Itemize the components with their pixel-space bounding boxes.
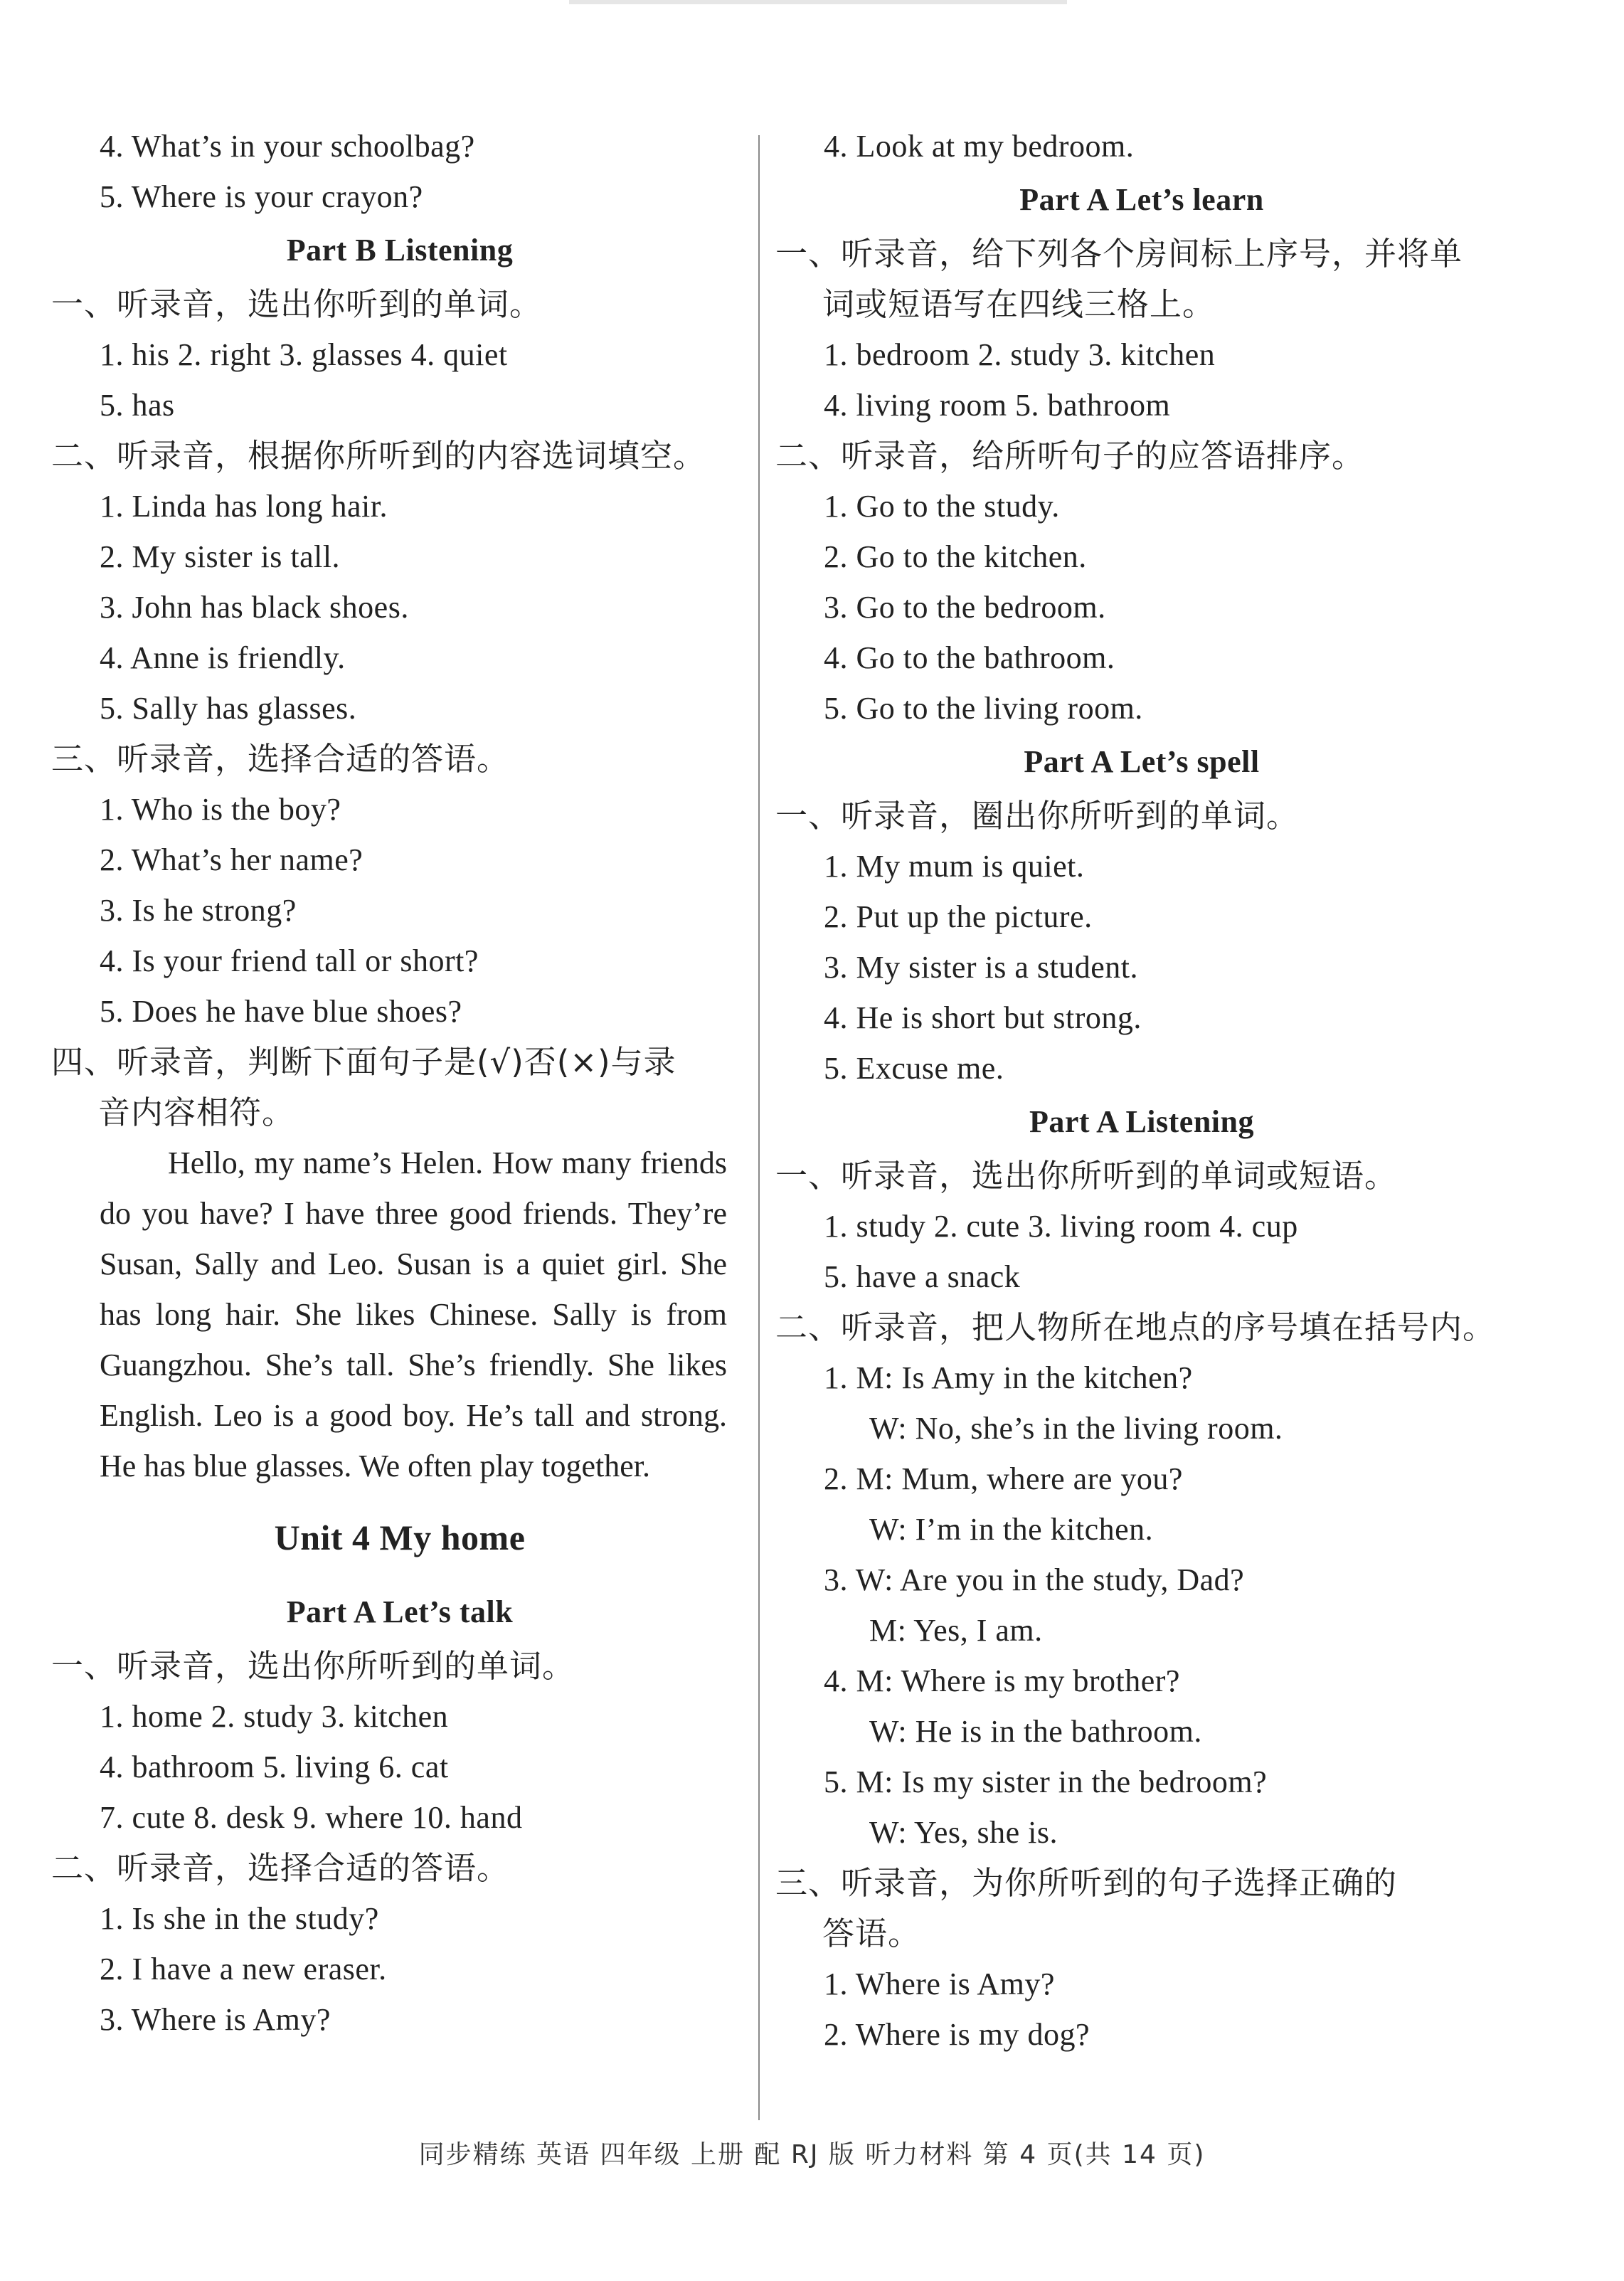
column-divider	[758, 135, 760, 2120]
text-line: 1. My mum is quiet.	[824, 849, 1085, 884]
dialogue-line: W: I’m in the kitchen.	[869, 1512, 1154, 1547]
text-line: 4. Is your friend tall or short?	[100, 943, 479, 978]
exercise-title: 四、听录音，判断下面句子是(√)否(×)与录	[51, 1043, 676, 1081]
text-line: 1. his 2. right 3. glasses 4. quiet	[100, 337, 508, 372]
text-line: 5. Does he have blue shoes?	[100, 994, 462, 1029]
exercise-title: 三、听录音，为你所听到的句子选择正确的	[775, 1864, 1398, 1902]
text-line: 4. Anne is friendly.	[100, 640, 346, 675]
dialogue-line: W: No, she’s in the living room.	[869, 1411, 1283, 1446]
text-line: 1. Linda has long hair.	[100, 489, 388, 524]
text-line: 2. Put up the picture.	[824, 899, 1093, 934]
text-line: 5. Where is your crayon?	[100, 179, 423, 214]
dialogue-line: W: Yes, she is.	[869, 1815, 1058, 1850]
text-line: 5. Excuse me.	[824, 1051, 1004, 1086]
text-line: 3. Go to the bedroom.	[824, 590, 1106, 625]
text-line: 4. living room 5. bathroom	[824, 388, 1171, 423]
page-footer: 同步精练 英语 四年级 上册 配 RJ 版 听力材料 第 4 页(共 14 页)	[418, 2140, 1206, 2169]
text-line: 4. bathroom 5. living 6. cat	[100, 1750, 449, 1784]
left-column	[51, 121, 748, 2045]
text-line: 2. Go to the kitchen.	[824, 539, 1087, 574]
dialogue-line: 2. M: Mum, where are you?	[824, 1461, 1183, 1496]
scan-edge	[569, 0, 1067, 4]
exercise-title-cont: 词或短语写在四线三格上。	[822, 285, 1216, 323]
text-line: 4. He is short but strong.	[824, 1000, 1142, 1035]
exercise-title-cont: 答语。	[822, 1915, 921, 1952]
text-line: 3. John has black shoes.	[100, 590, 409, 625]
exercise-title: 一、听录音，给下列各个房间标上序号，并将单	[775, 235, 1463, 272]
exercise-title: 一、听录音，选出你听到的单词。	[51, 285, 543, 323]
text-line: 5. Go to the living room.	[824, 691, 1143, 726]
text-line: 1. study 2. cute 3. living room 4. cup	[824, 1209, 1298, 1244]
exercise-title: 一、听录音，圈出你所听到的单词。	[775, 797, 1300, 835]
section-heading: Part A Let’s talk	[286, 1594, 514, 1629]
exercise-title: 二、听录音，根据你所听到的内容选词填空。	[51, 437, 706, 475]
unit-title: Unit 4 My home	[274, 1518, 526, 1557]
text-line: 1. bedroom 2. study 3. kitchen	[824, 337, 1216, 372]
dialogue-line: 1. M: Is Amy in the kitchen?	[824, 1360, 1193, 1395]
text-line: 1. Go to the study.	[824, 489, 1060, 524]
dialogue-line: M: Yes, I am.	[869, 1613, 1043, 1648]
text-line: 4. Go to the bathroom.	[824, 640, 1115, 675]
text-line: 7. cute 8. desk 9. where 10. hand	[100, 1800, 523, 1835]
text-line: 2. Where is my dog?	[824, 2017, 1090, 2052]
section-heading: Part B Listening	[286, 233, 514, 268]
text-line: 3. Where is Amy?	[100, 2002, 331, 2037]
exercise-title: 二、听录音，给所听句子的应答语排序。	[775, 437, 1365, 475]
text-line: 2. I have a new eraser.	[100, 1952, 387, 1986]
right-column	[775, 121, 1508, 2060]
text-line: 2. My sister is tall.	[100, 539, 341, 574]
exercise-title: 二、听录音，选择合适的答语。	[51, 1849, 510, 1887]
dialogue-line: 5. M: Is my sister in the bedroom?	[824, 1764, 1268, 1799]
text-line: 2. What’s her name?	[100, 842, 363, 877]
text-line: 3. My sister is a student.	[824, 950, 1138, 985]
text-line: 1. home 2. study 3. kitchen	[100, 1699, 449, 1734]
text-line: 5. has	[100, 388, 175, 423]
section-heading: Part A Let’s spell	[1024, 744, 1260, 779]
text-line: 4. What’s in your schoolbag?	[100, 129, 475, 164]
text-line: 1. Is she in the study?	[100, 1901, 379, 1936]
text-line: 1. Who is the boy?	[100, 792, 341, 827]
dialogue-line: 4. M: Where is my brother?	[824, 1663, 1180, 1698]
exercise-title: 二、听录音，把人物所在地点的序号填在括号内。	[775, 1308, 1496, 1346]
exercise-title: 三、听录音，选择合适的答语。	[51, 740, 510, 778]
dialogue-line: 3. W: Are you in the study, Dad?	[824, 1562, 1245, 1597]
passage: Hello, my name’s Helen. How many friends do you have? I have three good friends. They’re Susan, Sally and Leo. Susan is a quiet girl. She has long hair. She likes Chinese. Sally is from Guangzhou. She’s tall. She’s friendly. She likes English. Leo is a good boy. He’s tall and strong. He has blue glasses. We often play together.	[100, 1145, 727, 1483]
exercise-title: 一、听录音，选出你所听到的单词或短语。	[775, 1157, 1398, 1195]
text-line: 5. Sally has glasses.	[100, 691, 357, 726]
text-line: 4. Look at my bedroom.	[824, 129, 1135, 164]
text-line: 1. Where is Amy?	[824, 1967, 1055, 2001]
exercise-title: 一、听录音，选出你所听到的单词。	[51, 1647, 575, 1685]
text-line: 5. have a snack	[824, 1259, 1021, 1294]
section-heading: Part A Let’s learn	[1019, 182, 1264, 217]
exercise-title-cont: 音内容相符。	[98, 1094, 295, 1131]
dialogue-line: W: He is in the bathroom.	[869, 1714, 1202, 1749]
section-heading: Part A Listening	[1029, 1104, 1255, 1139]
text-line: 3. Is he strong?	[100, 893, 297, 928]
